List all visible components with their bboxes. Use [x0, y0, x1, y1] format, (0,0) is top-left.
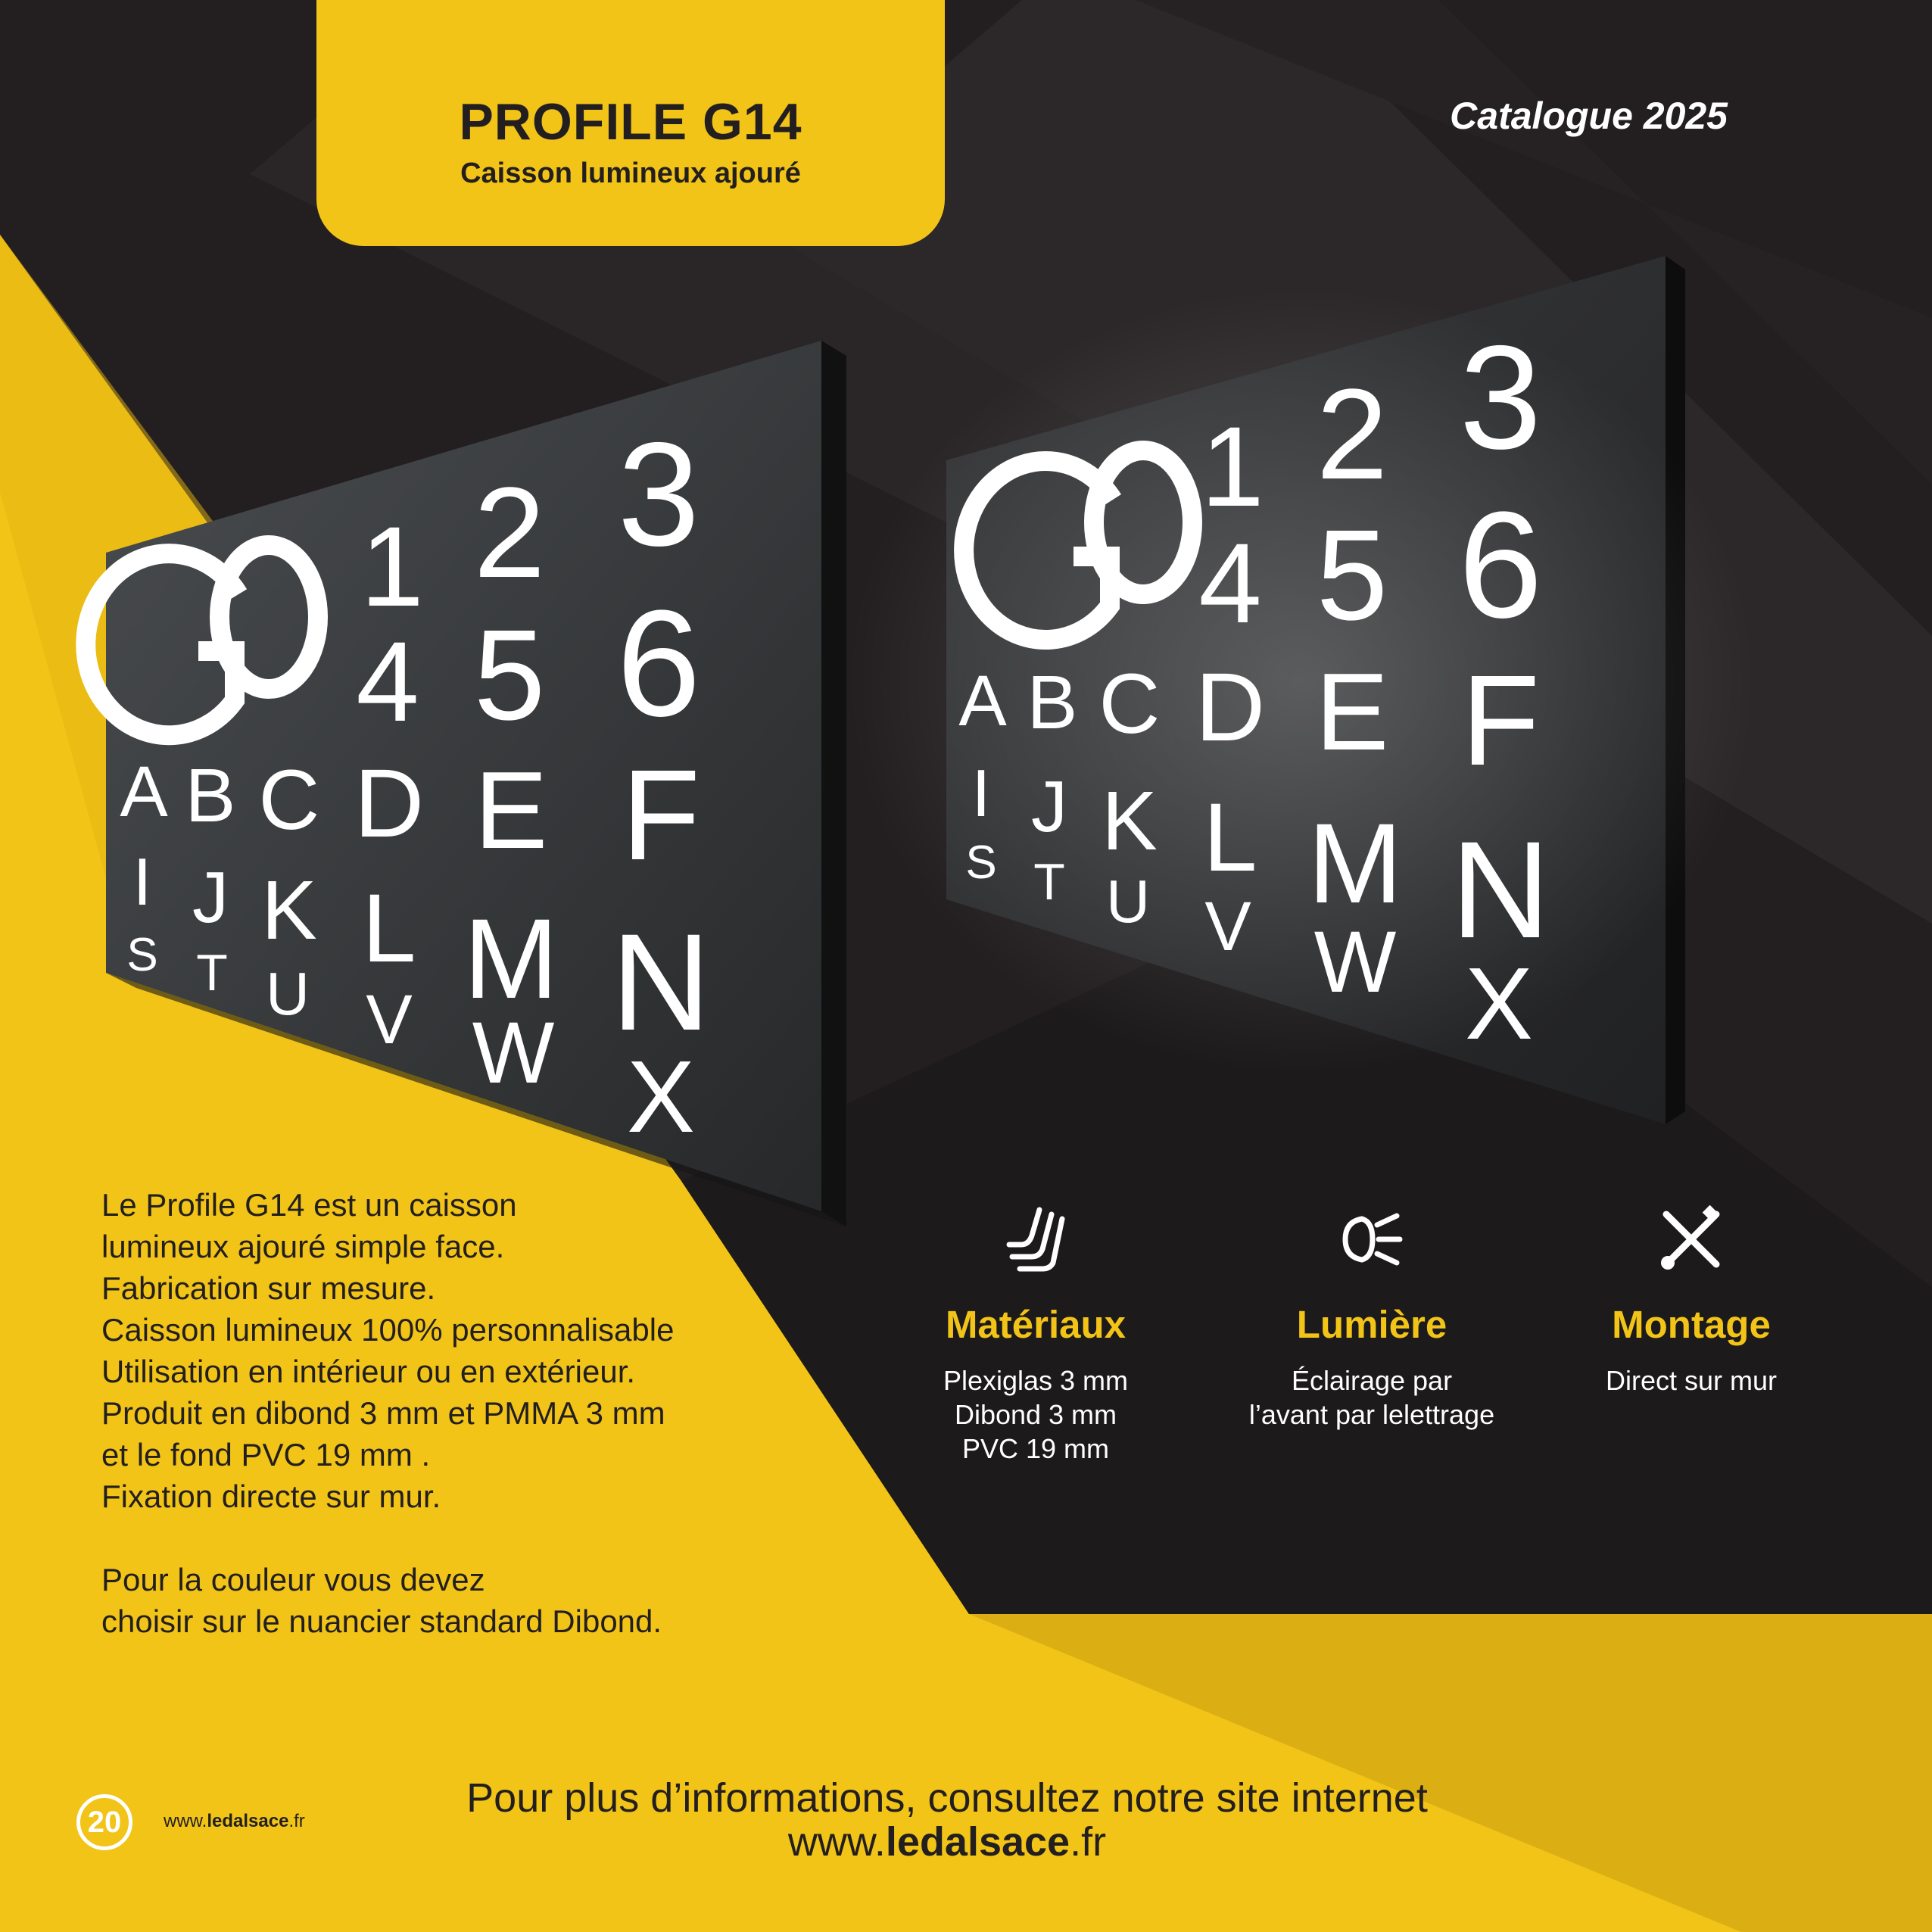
right-number-5: 5 — [1316, 503, 1388, 647]
feature-montage — [1525, 1205, 1858, 1398]
left-letter-D: D — [354, 749, 425, 858]
layers-icon — [1002, 1205, 1070, 1273]
right-number-3: 3 — [1459, 315, 1542, 480]
right-letter-V: V — [1204, 888, 1251, 965]
right-letter-B: B — [1027, 660, 1078, 745]
feature-detail: Éclairage par — [1291, 1365, 1453, 1396]
feature-detail: Direct sur mur — [1605, 1365, 1778, 1396]
right-letter-A: A — [958, 661, 1007, 741]
site-name: ledalsace — [885, 1819, 1070, 1865]
right-sign-glyphs — [958, 315, 1550, 1061]
feature-materiaux — [869, 1205, 1202, 1466]
tools-icon — [1657, 1205, 1725, 1273]
footer-info: Pour plus d’informations, consultez notre site internet — [466, 1775, 1428, 1821]
description-line: Caisson lumineux 100% personnalisable — [101, 1312, 675, 1348]
right-letter-I: I — [971, 756, 991, 830]
catalogue-label: Catalogue 2025 — [1450, 95, 1728, 137]
site-suffix: .fr — [288, 1811, 305, 1831]
left-sign-glyphs — [120, 412, 710, 1154]
right-letter-X: X — [1464, 946, 1534, 1061]
right-letter-F: F — [1461, 649, 1540, 793]
left-number-2: 2 — [473, 461, 546, 605]
right-letter-M: M — [1307, 799, 1403, 927]
left-letter-C: C — [258, 753, 320, 847]
feature-title: Montage — [1612, 1303, 1771, 1346]
right-number-2: 2 — [1316, 363, 1388, 506]
color-note-line: Pour la couleur vous devez — [101, 1562, 485, 1597]
site-prefix: www. — [164, 1811, 207, 1831]
right-letter-T: T — [1033, 853, 1065, 911]
page-number: 20 — [76, 1794, 132, 1850]
right-letter-K: K — [1102, 774, 1158, 868]
color-note-line: choisir sur le nuancier standard Dibond. — [101, 1603, 662, 1639]
left-letter-B: B — [185, 753, 236, 838]
left-letter-A: A — [120, 752, 168, 832]
right-letter-W: W — [1313, 914, 1397, 1011]
footer-website-link[interactable] — [0, 1818, 1894, 1865]
description-line: Fabrication sur mesure. — [101, 1270, 436, 1306]
left-letter-E: E — [474, 749, 548, 871]
left-letter-T: T — [196, 944, 228, 1002]
feature-detail: Dibond 3 mm — [954, 1399, 1117, 1430]
left-letter-N: N — [611, 905, 711, 1059]
description-line: et le fond PVC 19 mm . — [101, 1437, 431, 1472]
description-line: Produit en dibond 3 mm et PMMA 3 mm — [101, 1395, 665, 1431]
feature-title: Matériaux — [945, 1303, 1126, 1346]
left-sign-logo — [86, 545, 318, 735]
right-letter-C: C — [1098, 656, 1161, 751]
feature-detail: l’avant par lelettrage — [1248, 1399, 1495, 1430]
right-letter-E: E — [1315, 650, 1389, 773]
title-tab — [316, 0, 945, 246]
left-letter-K: K — [261, 864, 317, 957]
page-title: PROFILE G14 — [459, 93, 802, 151]
left-letter-X: X — [626, 1039, 696, 1154]
right-letter-N: N — [1451, 812, 1550, 967]
feature-lumiere — [1205, 1205, 1538, 1432]
left-letter-V: V — [366, 981, 413, 1058]
feature-detail: PVC 19 mm — [961, 1433, 1110, 1464]
description-line: Utilisation en intérieur ou en extérieur. — [101, 1354, 636, 1389]
site-name: ledalsace — [207, 1811, 289, 1831]
right-letter-L: L — [1203, 784, 1257, 892]
right-letter-U: U — [1106, 868, 1150, 935]
left-letter-M: M — [463, 895, 559, 1022]
description-line: lumineux ajouré simple face. — [101, 1229, 505, 1264]
right-letter-J: J — [1031, 766, 1067, 847]
right-number-1: 1 — [1201, 403, 1264, 530]
site-suffix: .fr — [1070, 1819, 1107, 1865]
left-letter-I: I — [132, 844, 152, 919]
description-line: Fixation directe sur mur. — [101, 1479, 441, 1514]
site-prefix: www. — [787, 1819, 886, 1865]
left-letter-S: S — [126, 929, 158, 981]
left-number-1: 1 — [360, 503, 424, 630]
right-sign-logo — [964, 450, 1192, 640]
right-number-4: 4 — [1198, 519, 1262, 647]
left-letter-W: W — [472, 1005, 555, 1102]
left-number-6: 6 — [616, 579, 701, 748]
page-subtitle: Caisson lumineux ajouré — [460, 157, 801, 189]
left-number-5: 5 — [473, 603, 546, 747]
product-description — [101, 1184, 828, 1642]
left-letter-F: F — [622, 743, 700, 887]
left-number-3: 3 — [617, 412, 700, 577]
right-number-6: 6 — [1458, 481, 1543, 650]
light-icon — [1338, 1205, 1406, 1273]
left-letter-L: L — [362, 874, 416, 983]
right-letter-S: S — [965, 837, 997, 889]
feature-detail: Plexiglas 3 mm — [943, 1365, 1129, 1396]
right-letter-D: D — [1195, 653, 1266, 762]
left-number-4: 4 — [356, 618, 419, 745]
left-letter-U: U — [266, 960, 310, 1027]
left-letter-J: J — [192, 857, 229, 938]
feature-title: Lumière — [1296, 1303, 1447, 1346]
description-line: Le Profile G14 est un caisson — [101, 1187, 517, 1223]
